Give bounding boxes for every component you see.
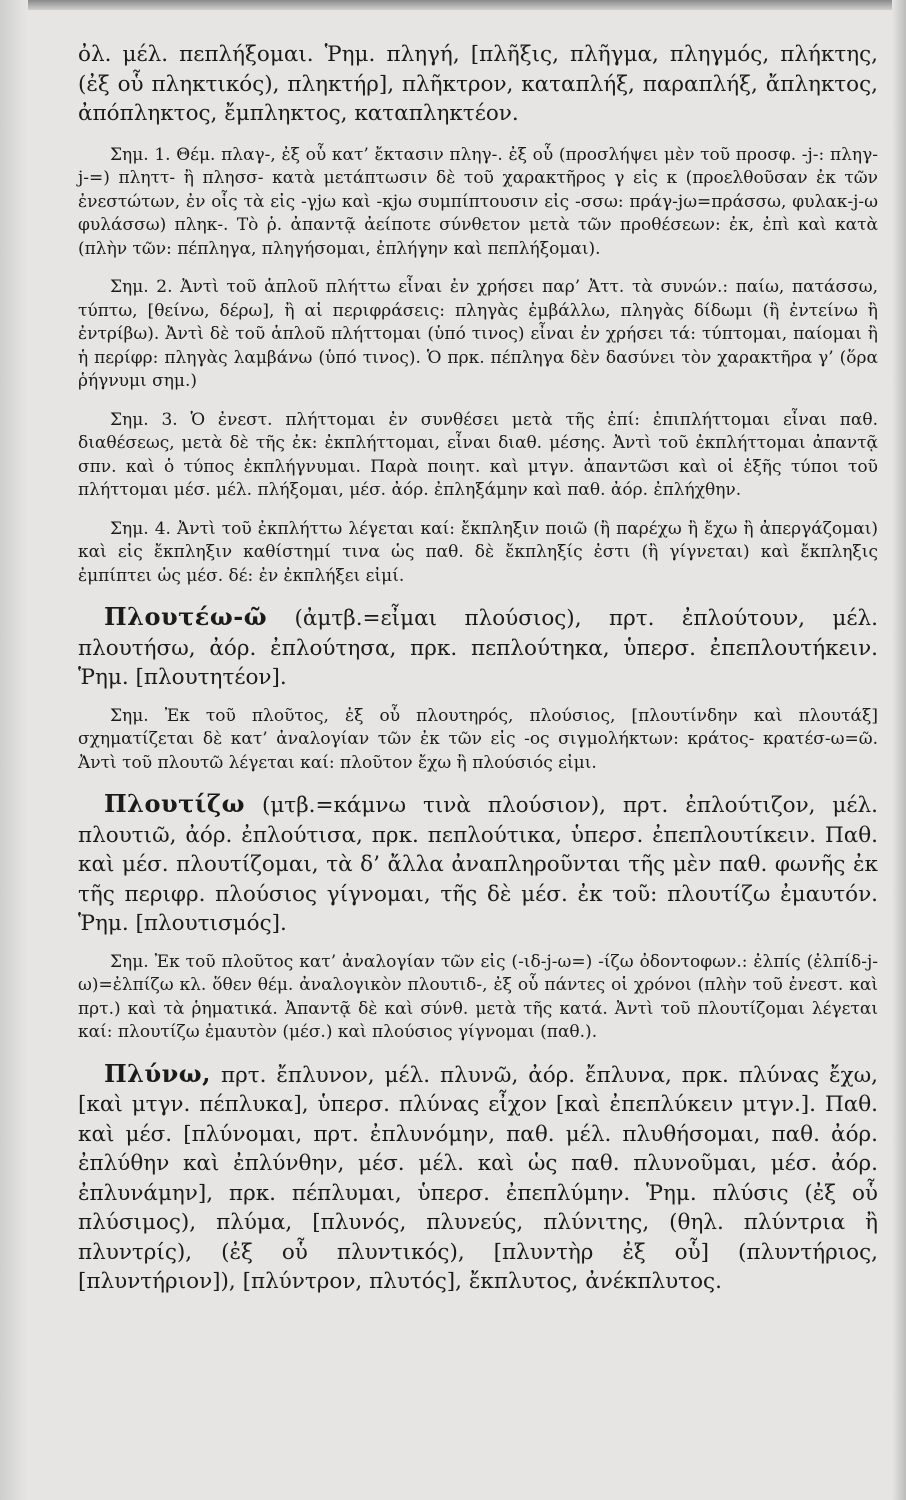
entry-text: (μτβ.=κάμνω τινὰ πλούσιον), πρτ. ἐπλούτιζον, μέλ. πλουτιῶ, ἀόρ. ἐπλούτισα, πρκ. πεπλούτικα, ὑπερσ. ἐπεπλουτίκειν. Παθ. καὶ μέσ. πλουτίζομαι, τὰ δ’ ἄλλα ἀναπληροῦνται τῆς μὲν παθ. φωνῆς ἐκ τῆς περιφρ. πλούσιος γίγνομαι, τῆς δὲ μέσ. ἐκ τοῦ: πλουτίζω ἐμαυτόν. Ῥημ. [πλουτισμός]. — [78, 793, 878, 936]
note-ploutizw — [78, 951, 878, 1045]
note-2 — [78, 276, 878, 394]
entry-ploutizw — [78, 789, 878, 939]
entry-plynw — [78, 1059, 878, 1297]
note-text: Σημ. 2. Ἀντὶ τοῦ ἁπλοῦ πλήττω εἶναι ἐν χρήσει παρ’ Ἀττ. τὰ συνών.: παίω, πατάσσω, τύπτω, [θείνω, δέρω], ἢ αἱ περιφράσεις: πληγὰς ἐμβάλλω, πληγὰς δίδωμι (ἢ ἐντείνω ἢ ἐντρίβω). Ἀντὶ δὲ τοῦ ἁπλοῦ πλήττομαι (ὑπό τινος) εἶναι ἐν χρήσει τά: τύπτομαι, παίομαι ἢ ἡ περίφρ: πληγὰς λαμβάνω (ὑπό τινος). Ὁ πρκ. πέπληγα δὲν δασύνει τὸν χαρακτῆρα γ’ (ὅρα ῥήγνυμι σημ.) — [78, 277, 878, 391]
note-text: Σημ. 3. Ὁ ἐνεστ. πλήττομαι ἐν συνθέσει μετὰ τῆς ἐπί: ἐπιπλήττομαι εἶναι παθ. διαθέσεως, μετὰ δὲ τῆς ἐκ: ἐκπλήττομαι, εἶναι διαθ. μέσης. Ἀντὶ τοῦ ἐκπλήττομαι ἀπαντᾷ σπν. καὶ ὁ τύπος ἐκπλήγνυμαι. Παρὰ ποιητ. καὶ μτγν. ἀπαντῶσι καὶ οἱ ἑξῆς τύποι τοῦ πλήττομαι μέσ. μέλ. πλήξομαι, μέσ. ἀόρ. ἐπληξάμην καὶ παθ. ἀόρ. ἐπλήχθην. — [78, 409, 878, 500]
note-4 — [78, 518, 878, 589]
page-top-edge — [0, 0, 906, 10]
note-text: Σημ. 4. Ἀντὶ τοῦ ἐκπλήττω λέγεται καί: ἔκπληξιν ποιῶ (ἢ παρέχω ἢ ἔχω ἢ ἀπεργάζομαι) καὶ εἰς ἔκπληξιν καθίστημί τινα ὡς παθ. δὲ ἔκπληξίς ἐστι (ἢ γίγνεται) καὶ ἔκπληξις ἐμπίπτει ὡς μέσ. δέ: ἐν ἐκπλήξει εἰμί. — [78, 518, 878, 586]
entry-continuation — [78, 40, 878, 129]
entry-ploutew — [78, 602, 878, 693]
entry-headword: Πλύνω, — [104, 1058, 212, 1088]
note-1 — [78, 144, 878, 262]
note-3 — [78, 409, 878, 503]
note-text: Σημ. 1. Θέμ. πλαγ-, ἐξ οὗ κατ’ ἔκτασιν πληγ-. ἐξ οὗ (προσλήψει μὲν τοῦ προσφ. -j-: πληγ-j-=) πληττ- ἢ πλησσ- κατὰ μετάπτωσιν δὲ τοῦ χαρακτῆρος γ εἰς κ (προελθοῦσαν ἐκ τῶν ἐνεστώτων, ἐν οἷς τὰ εἰς -γjω καὶ -κjω συμπίπτουσιν εἰς -σσω: πράγ-jω=πράσσω, φυλακ-j-ω φυλάσσω) πληκ-. Τὸ ῥ. ἀπαντᾷ ἀείποτε σύνθετον μετὰ τῶν προθέσεων: ἐκ, ἐπὶ καὶ κατὰ (πλὴν τῶν: πέπληγα, πληγήσομαι, ἐπλήγην καὶ πεπλήξομαι). — [78, 144, 878, 259]
note-text: Σημ. Ἐκ τοῦ πλοῦτος κατ’ ἀναλογίαν τῶν εἰς (-ιδ-j-ω=) -ίζω ὀδοντοφων.: ἐλπίς (ἐλπίδ-j-ω)=ἐλπίζω κλ. ὅθεν θέμ. ἀναλογικὸν πλουτιδ-, ἐξ οὗ πάντες οἱ χρόνοι (πλὴν τοῦ ἐνεστ. καὶ πρτ.) καὶ τὰ ῥηματικά. Ἀπαντᾷ δὲ καὶ σύνθ. μετὰ τῆς κατά. Ἀντὶ τοῦ πλουτίζομαι λέγεται καί: πλουτίζω ἐμαυτὸν (μέσ.) καὶ πλούσιος γίγνομαι (παθ.). — [78, 951, 878, 1042]
note-text: Σημ. Ἐκ τοῦ πλοῦτος, ἐξ οὗ πλουτηρός, πλούσιος, [πλουτίνδην καὶ πλουτάξ] σχηματίζεται δὲ κατ’ ἀναλογίαν τῶν ἐκ τῶν εἰς -ος σιγμολήκτων: κράτος- κρατέσ-ω=ῶ. Ἀντὶ τοῦ πλουτῶ λέγεται καί: πλοῦτον ἔχω ἢ πλούσιός εἰμι. — [78, 705, 878, 773]
dictionary-page — [78, 40, 878, 1297]
page-right-edge — [892, 0, 906, 1500]
note-ploutew — [78, 705, 878, 776]
entry-headword: Πλουτέω-ῶ — [104, 602, 268, 631]
entry-text: (ἀμτβ.=εἶμαι πλούσιος), πρτ. ἐπλούτουν, μέλ. πλουτήσω, ἀόρ. ἐπλούτησα, πρκ. πεπλούτηκα, ὑπερσ. ἐπεπλουτήκειν. Ῥημ. [πλουτητέον]. — [78, 606, 878, 690]
entry-text: πρτ. ἔπλυνον, μέλ. πλυνῶ, ἀόρ. ἔπλυνα, πρκ. πλύνας ἔχω, [καὶ μτγν. πέπλυκα], ὑπερσ. πλύνας εἶχον [καὶ ἐπεπλύκειν μτγν.]. Παθ. καὶ μέσ. [πλύνομαι, πρτ. ἐπλυνόμην, παθ. μέλ. πλυθήσομαι, παθ. ἀόρ. ἐπλύθην καὶ ἐπλύνθην, μέσ. μέλ. καὶ ὡς παθ. πλυνοῦμαι, μέσ. ἀόρ. ἐπλυνάμην], πρκ. πέπλυμαι, ὑπερσ. ἐπεπλύμην. Ῥημ. πλύσις (ἐξ οὗ πλύσιμος), πλύμα, [πλυνός, πλυνεύς, πλύνιτης, (θηλ. πλύντρια ἢ πλυντρίς), (ἐξ οὗ πλυντικός), [πλυντὴρ ἐξ οὗ] (πλυντήριος, [πλυντήριον]), [πλύντρον, πλυτός], ἔκπλυτος, ἀνέκπλυτος. — [78, 1062, 878, 1294]
entry-text: ὀλ. μέλ. πεπλήξομαι. Ῥημ. πληγή, [πλῆξις, πλῆγμα, πληγμός, πλήκτης, (ἐξ οὗ πληκτικός), πληκτήρ], πλῆκτρον, καταπλήξ, παραπλήξ, ἄπληκτος, ἀπόπληκτος, ἔμπληκτος, καταπληκτέον. — [78, 42, 878, 126]
binding-gutter — [0, 0, 28, 1500]
entry-headword: Πλουτίζω — [104, 789, 245, 818]
